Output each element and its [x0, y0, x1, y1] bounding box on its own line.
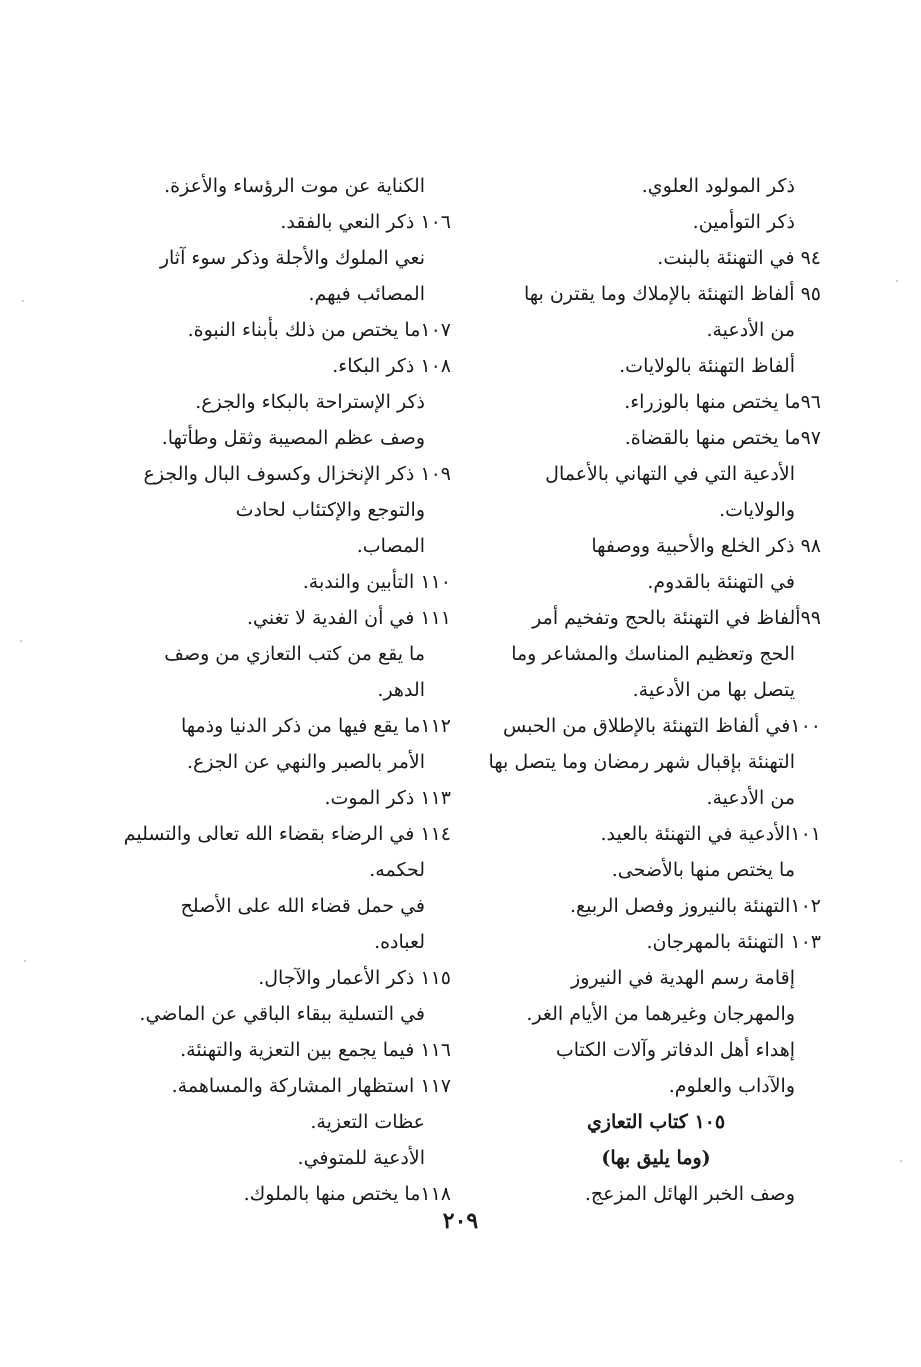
toc-entry: ما يقع من كتب التعازي من وصف — [164, 643, 425, 665]
toc-entry: ذكر الإستراحة بالبكاء والجزع. — [195, 391, 425, 413]
page-number: ٢٠٩ — [442, 1208, 479, 1234]
toc-entry: ١١٠ التأبين والندبة. — [302, 571, 451, 593]
toc-entry: إهداء أهل الدفاتر وآلات الكتاب — [555, 1039, 795, 1061]
toc-entry: ١٠٣ التهنئة بالمهرجان. — [646, 931, 821, 953]
toc-entry: الأدعية التي في التهاني بالأعمال — [545, 463, 795, 485]
toc-entry: إقامة رسم الهدية في النيروز — [571, 967, 795, 989]
toc-entry: ٩٩ألفاظ في التهنئة بالحج وتفخيم أمر — [532, 607, 821, 629]
toc-entry: عظات التعزية. — [310, 1111, 425, 1133]
toc-entry: ١٠١الأدعية في التهنئة بالعيد. — [600, 823, 821, 845]
toc-entry: المصائب فيهم. — [308, 283, 425, 305]
toc-entry: ١٠٥ كتاب التعازي — [586, 1111, 726, 1133]
toc-entry: من الأدعية. — [706, 319, 795, 341]
toc-entry: (وما يليق بها) — [601, 1147, 711, 1169]
toc-entry: ٩٨ ذكر الخلع والأحبية ووصفها — [591, 535, 821, 557]
toc-entry: ٩٥ ألفاظ التهنئة بالإملاك وما يقترن بها — [523, 283, 821, 305]
toc-entry: ٩٧ما يختص منها بالقضاة. — [624, 427, 821, 449]
toc-entry: والمهرجان وغيرهما من الأيام الغر. — [526, 1003, 795, 1025]
toc-entry: ١٠٨ ذكر البكاء. — [332, 355, 451, 377]
toc-entry: وصف الخبر الهائل المزعج. — [584, 1183, 795, 1205]
toc-entry: ذكر المولود العلوي. — [641, 175, 795, 197]
toc-entry: ١١٦ فيما يجمع بين التعزية والتهنئة. — [180, 1039, 451, 1061]
toc-entry: ١١٢ما يقع فيها من ذكر الدنيا وذمها — [180, 715, 451, 737]
table-of-contents-right-column — [488, 168, 821, 1212]
toc-entry: لعباده. — [374, 931, 425, 953]
toc-entry: يتصل بها من الأدعية. — [632, 679, 795, 701]
toc-entry: وصف عظم المصيبة وثقل وطأتها. — [161, 427, 425, 449]
toc-entry: المصاب. — [356, 535, 425, 557]
toc-entry: ١١٣ ذكر الموت. — [324, 787, 451, 809]
toc-entry: في حمل قضاء الله على الأصلح — [180, 895, 425, 917]
table-of-contents-left-column — [123, 168, 451, 1212]
toc-entry: التهنئة بإقبال شهر رمضان وما يتصل بها — [488, 751, 795, 773]
toc-entry: الحج وتعظيم المناسك والمشاعر وما — [511, 643, 795, 665]
toc-entry: ١١٤ في الرضاء بقضاء الله تعالى والتسليم — [123, 823, 451, 845]
toc-entry: في التهنئة بالقدوم. — [647, 571, 795, 593]
scan-speck — [22, 300, 24, 302]
toc-entry: ١١١ في أن الفدية لا تغني. — [247, 607, 451, 629]
toc-entry: والتوجع والإكتئاب لحادث — [235, 499, 425, 521]
toc-entry: ١١٧ استظهار المشاركة والمساهمة. — [171, 1075, 451, 1097]
toc-entry: الدهر. — [377, 679, 425, 701]
toc-entry: ذكر التوأمين. — [692, 211, 795, 233]
toc-entry: من الأدعية. — [706, 787, 795, 809]
toc-entry: ألفاظ التهنئة بالولايات. — [619, 355, 795, 377]
toc-entry: ١١٥ ذكر الأعمار والآجال. — [258, 967, 451, 989]
toc-entry: الكناية عن موت الرؤساء والأعزة. — [164, 175, 425, 197]
toc-entry: ٩٦ما يختص منها بالوزراء. — [624, 391, 821, 413]
toc-entry: ٩٤ في التهنئة بالبنت. — [657, 247, 821, 269]
scan-speck — [20, 640, 22, 642]
toc-entry: الأدعية للمتوفي. — [297, 1147, 425, 1169]
toc-entry: ١٠٠في ألفاظ التهنئة بالإطلاق من الحبس — [502, 715, 821, 737]
scan-speck — [24, 960, 26, 962]
scan-speck — [900, 1160, 902, 1162]
toc-entry: لحكمه. — [369, 859, 425, 881]
toc-entry: ما يختص منها بالأضحى. — [611, 859, 795, 881]
toc-entry: ١٠٧ما يختص من ذلك بأبناء النبوة. — [187, 319, 451, 341]
toc-entry: ١٠٢التهنئة بالنيروز وفصل الربيع. — [570, 895, 821, 917]
toc-entry: ١٠٩ ذكر الإنخزال وكسوف البال والجزع — [143, 463, 451, 485]
toc-entry: الأمر بالصبر والنهي عن الجزع. — [186, 751, 425, 773]
scan-speck — [896, 280, 898, 282]
toc-entry: في التسلية ببقاء الباقي عن الماضي. — [139, 1003, 425, 1025]
toc-entry: والآداب والعلوم. — [668, 1075, 795, 1097]
toc-entry: ١٠٦ ذكر النعي بالفقد. — [280, 211, 451, 233]
toc-entry: والولايات. — [719, 499, 795, 521]
toc-entry: ١١٨ما يختص منها بالملوك. — [243, 1183, 451, 1205]
toc-entry: نعي الملوك والأجلة وذكر سوء آثار — [159, 247, 425, 269]
